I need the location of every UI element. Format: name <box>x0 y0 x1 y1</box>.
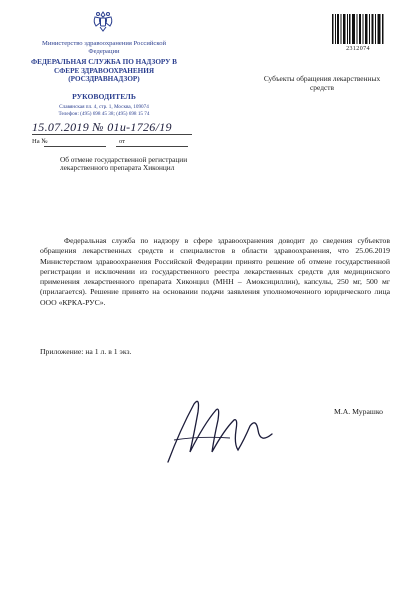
state-emblem-icon <box>90 8 116 34</box>
barcode-icon <box>332 14 384 44</box>
letter-body <box>40 236 390 308</box>
ref-from-label: от <box>118 138 126 145</box>
date-underline <box>32 134 192 135</box>
ref-number-underline <box>44 146 106 147</box>
service-name: ФЕДЕРАЛЬНАЯ СЛУЖБА ПО НАДЗОРУ В СФЕРЕ ЗДРАВООХРАНЕНИЯ (РОСЗДРАВНАДЗОР) <box>31 58 177 84</box>
ref-number-label: На № <box>32 138 48 145</box>
ministry-name: Министерство здравоохранения Российской Федерации <box>41 40 167 55</box>
letterhead-address <box>30 104 178 117</box>
signer-name: М.А. Мурашко <box>334 407 384 416</box>
letter-subject: Об отмене государственной регистрации лекарственного препарата Хиконцил <box>60 155 188 173</box>
address-line: Славянская пл. 4, стр. 1, Москва, 109074 <box>59 104 149 110</box>
ref-date-underline <box>116 146 188 147</box>
body-paragraph: Федеральная служба по надзору в сфере здравоохранения доводит до сведения субъектов обращения лекарственных средств и специалистов в области здравоохранения, что 25.06.2019 Министерством здравоохранения Российской Федерации принято решение об отмене государственной регистрации и исключении из государственного реестра лекарственных средств для медицинского применения лекарственного препарата Хиконцил (МНН – Амоксициллин), капсулы, 250 мг, 500 мг (прилагается). Решение принято на основании подачи заявления уполномоченного юридического лица ООО «КРКА-РУС». <box>40 236 390 307</box>
signature-icon <box>160 390 280 470</box>
letterhead-head-title: РУКОВОДИТЕЛЬ <box>72 92 136 101</box>
attachment-note: Приложение: на 1 л. в 1 экз. <box>40 347 132 356</box>
barcode-number: 2312074 <box>346 46 370 52</box>
reference-line <box>32 138 125 145</box>
phone-line: Телефон: (495) 698 45 38; (495) 698 15 74 <box>58 110 150 117</box>
handwritten-date-number: 15.07.2019 № 01и-1726/19 <box>32 120 172 134</box>
addressee: Субъекты обращения лекарственных средств <box>263 74 381 92</box>
